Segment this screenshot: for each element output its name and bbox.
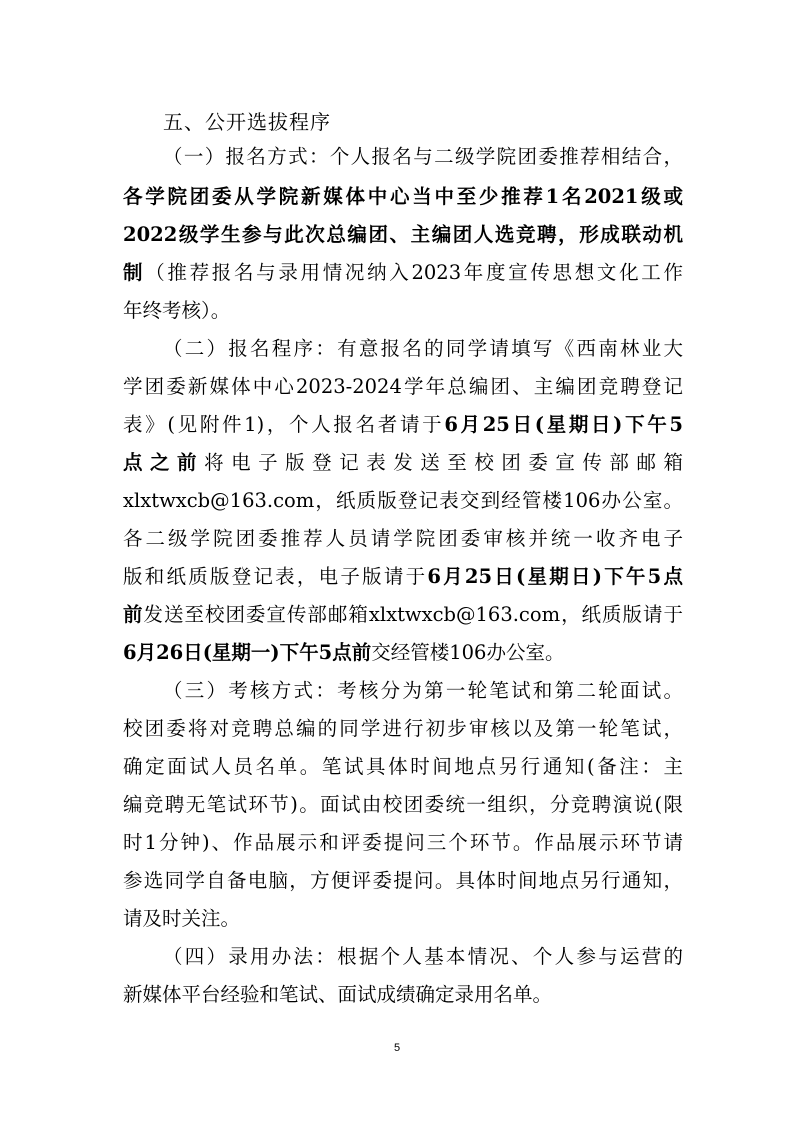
text-run: 交经管楼106办公室。 [371,641,565,664]
page-number: 5 [393,1042,401,1054]
text-run: 学团委新媒体中心2023-2024学年总编团、主编团竞聘登记 [123,375,683,398]
paragraph-line [123,712,683,746]
text-run: 各二级学院团委推荐人员请学院团委审核并统一收齐电子 [123,527,683,550]
paragraph-line [123,256,683,290]
paragraph-line [123,978,683,1012]
bold-text-run: 6月25日(星期日)下午5 [444,413,684,436]
text-run: 确定面试人员名单。笔试具体时间地点另行通知(备注：主 [123,755,683,778]
paragraph-line [123,218,683,252]
bold-text-run: 各学院团委从学院新媒体中心当中至少推荐1名2021级或 [123,185,683,208]
paragraph-line [123,522,683,556]
paragraph-line [123,864,683,898]
paragraph-line [123,370,683,404]
text-run: 时1分钟)、作品展示和评委提问三个环节。作品展示环节请 [123,831,683,854]
paragraph-line [163,332,683,366]
paragraph-line [123,598,683,632]
text-run: （一）报名方式：个人报名与二级学院团委推荐相结合， [163,145,683,168]
text-run: 将电子版登记表发送至校团委宣传部邮箱 [204,451,683,474]
text-run: （推荐报名与录用情况纳入2023年度宣传思想文化工作 [145,261,683,284]
paragraph-line [123,788,683,822]
paragraph-line [123,294,683,328]
bold-text-run: 制 [123,261,146,284]
text-run: 表》(见附件1)，个人报名者请于 [123,413,445,436]
bold-text-run: 点之前 [123,451,205,474]
paragraph-line [163,140,683,174]
text-run: （四）录用办法：根据个人基本情况、个人参与运营的 [163,945,683,968]
text-run: 年终考核）。 [123,299,231,322]
paragraph-line [163,674,683,708]
text-run: 新媒体平台经验和笔试、面试成绩确定录用名单。 [123,983,553,1006]
paragraph-line [123,484,683,518]
text-run: 请及时关注。 [123,907,241,930]
paragraph-line [123,180,683,214]
text-run: 参选同学自备电脑，方便评委提问。具体时间地点另行通知， [123,869,683,892]
paragraph-line [123,902,683,936]
paragraph-line [123,408,683,442]
paragraph-line [123,826,683,860]
text-run: xlxtwxcb@163.com，纸质版登记表交到经管楼106办公室。 [123,489,683,512]
bold-text-run: 前 [123,603,144,626]
paragraph-line [123,446,683,480]
bold-text-run: 6月26日(星期一)下午5点前 [123,641,372,664]
bold-text-run: 6月25日(星期日)下午5点 [427,565,683,588]
text-run: 发送至校团委宣传部邮箱xlxtwxcb@163.com，纸质版请于 [143,603,683,626]
text-run: （二）报名程序：有意报名的同学请填写《西南林业大 [163,337,683,360]
text-run: 编竞聘无笔试环节)。面试由校团委统一组织，分竞聘演说(限 [123,793,683,816]
bold-text-run: 2022级学生参与此次总编团、主编团人选竞聘，形成联动机 [123,223,683,246]
text-run: 校团委将对竞聘总编的同学进行初步审核以及第一轮笔试， [123,717,683,740]
text-run: （三）考核方式：考核分为第一轮笔试和第二轮面试。 [163,679,683,702]
section-heading: 五、公开选拔程序 [163,110,331,134]
paragraph-line [163,940,683,974]
text-run: 版和纸质版登记表，电子版请于 [123,565,428,588]
paragraph-line [123,636,683,670]
paragraph-line [123,560,683,594]
paragraph-line [123,750,683,784]
